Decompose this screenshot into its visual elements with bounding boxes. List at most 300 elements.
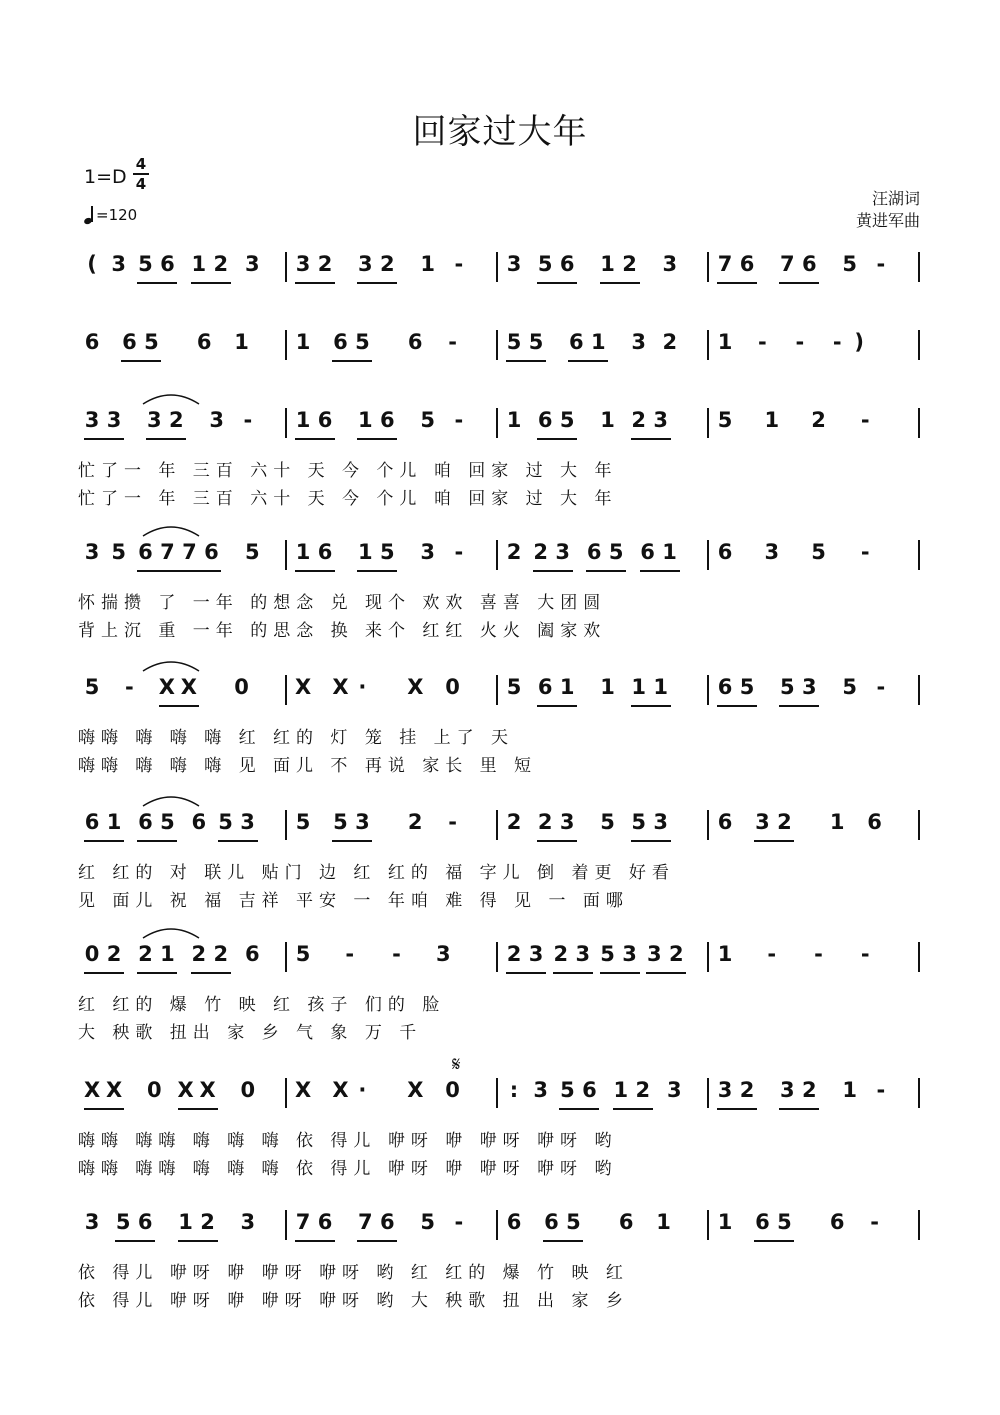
- note: ·: [358, 675, 367, 699]
- bar-line: [285, 540, 287, 570]
- note: 1: [358, 540, 373, 564]
- lyric-line: 大 秧歌 扭出 家 乡 气 象 万 千: [78, 1023, 423, 1043]
- note: 1: [358, 408, 373, 432]
- note: 0: [240, 1078, 256, 1102]
- note: 0: [84, 942, 100, 966]
- slur-mark: [141, 926, 201, 940]
- lyric-line: 忙了一 年 三百 六十 天 今 个儿 咱 回家 过 大 年: [78, 489, 618, 509]
- bar-line: [496, 1210, 498, 1240]
- note: 5: [420, 1210, 435, 1234]
- note: 6: [802, 252, 817, 276]
- notation-line: [0, 252, 1000, 292]
- note: 5: [111, 540, 127, 564]
- note: 6: [582, 1078, 597, 1102]
- note: 6: [191, 810, 207, 834]
- note: 6: [317, 540, 333, 564]
- beam-underline: [779, 1108, 819, 1110]
- note: 6: [506, 1210, 522, 1234]
- note: 3: [666, 1078, 682, 1102]
- beam-underline: [84, 972, 124, 974]
- note: 2: [777, 810, 792, 834]
- bar-line: [707, 330, 709, 360]
- tempo-marking: [84, 206, 137, 224]
- bar-line: [918, 408, 920, 438]
- note: -: [832, 330, 842, 354]
- notation-line: [0, 1210, 1000, 1250]
- notation-line: [0, 330, 1000, 370]
- note: 6: [333, 330, 348, 354]
- note: 2: [191, 942, 207, 966]
- note: X: [180, 675, 197, 699]
- note: 6: [586, 540, 602, 564]
- note: 1: [191, 252, 207, 276]
- note: -: [243, 408, 253, 432]
- note: 3: [358, 252, 373, 276]
- beam-underline: [295, 570, 335, 572]
- beam-underline: [506, 972, 546, 974]
- time-signature: [133, 156, 149, 192]
- note: 2: [506, 810, 522, 834]
- beam-underline: [568, 360, 608, 362]
- note: 6: [755, 1210, 770, 1234]
- note: 5: [295, 942, 311, 966]
- lyric-line: 红 红的 对 联儿 贴门 边 红 红的 福 字儿 倒 着更 好看: [78, 863, 675, 883]
- note: 3: [106, 408, 122, 432]
- note: 1: [160, 942, 175, 966]
- note: 3: [240, 1210, 256, 1234]
- beam-underline: [537, 705, 577, 707]
- note: 2: [553, 942, 569, 966]
- note: 5: [842, 252, 857, 276]
- bar-line: [918, 540, 920, 570]
- beam-underline: [717, 282, 757, 284]
- note: 1: [591, 330, 606, 354]
- note: 0: [147, 1078, 162, 1102]
- note: -: [345, 942, 355, 966]
- note: 6: [537, 408, 553, 432]
- note: 5: [600, 810, 615, 834]
- note: 5: [380, 540, 395, 564]
- bar-line: [918, 942, 920, 972]
- note: 2: [506, 942, 522, 966]
- bar-line: [918, 1210, 920, 1240]
- note: 2: [213, 252, 229, 276]
- note: 3: [662, 252, 678, 276]
- beam-underline: [586, 570, 626, 572]
- note: 2: [631, 408, 646, 432]
- beam-underline: [121, 360, 161, 362]
- note: 3: [755, 810, 770, 834]
- note: 5: [333, 810, 348, 834]
- bar-line: [707, 540, 709, 570]
- note: 3: [555, 540, 571, 564]
- note: 3: [295, 252, 311, 276]
- note: 3: [244, 252, 260, 276]
- note: 6: [569, 330, 584, 354]
- note: -: [454, 408, 464, 432]
- time-signature-bottom: 4: [135, 174, 147, 193]
- note: 6: [160, 252, 175, 276]
- note: X: [158, 675, 175, 699]
- beam-underline: [559, 1108, 599, 1110]
- lyric-line: 背上沉 重 一年 的思念 换 来个 红红 火火 阖家欢: [78, 621, 607, 641]
- note: 5: [506, 330, 522, 354]
- bar-line: [285, 330, 287, 360]
- note: 3: [111, 252, 127, 276]
- note: 5: [528, 330, 544, 354]
- beam-underline: [754, 840, 794, 842]
- beam-underline: [537, 438, 577, 440]
- note: 1: [631, 675, 646, 699]
- note: 6: [84, 330, 100, 354]
- note: 5: [355, 330, 370, 354]
- note: 2: [380, 252, 395, 276]
- note: -: [876, 252, 886, 276]
- note: X: [177, 1078, 194, 1102]
- beam-underline: [357, 282, 397, 284]
- note: 3: [533, 1078, 549, 1102]
- beam-underline: [191, 282, 231, 284]
- note: 6: [122, 330, 137, 354]
- beam-underline: [754, 1240, 794, 1242]
- note: 3: [528, 942, 544, 966]
- note: 5: [811, 540, 826, 564]
- note: 6: [640, 540, 655, 564]
- note: 1: [600, 675, 615, 699]
- note: 2: [668, 942, 684, 966]
- note: 5: [717, 408, 733, 432]
- note: 3: [802, 675, 817, 699]
- note: 1: [559, 675, 575, 699]
- note: 1: [420, 252, 435, 276]
- note: 7: [160, 540, 175, 564]
- note: 2: [635, 1078, 651, 1102]
- note: 3: [84, 1210, 100, 1234]
- lyric-line: 嗨嗨 嗨嗨 嗨 嗨 嗨 依 得儿 咿呀 咿 咿呀 咿呀 哟: [78, 1159, 618, 1179]
- note: -: [876, 1078, 886, 1102]
- note: 2: [537, 810, 553, 834]
- beam-underline: [84, 1108, 124, 1110]
- note: 7: [295, 1210, 311, 1234]
- note: 3: [653, 810, 668, 834]
- note: X: [407, 1078, 424, 1102]
- beam-underline: [533, 570, 573, 572]
- note: 6: [407, 330, 423, 354]
- note: -: [795, 330, 805, 354]
- note: 3: [717, 1078, 733, 1102]
- beam-underline: [191, 972, 231, 974]
- beam-underline: [178, 1240, 218, 1242]
- lyric-line: 怀揣攒 了 一年 的想念 兑 现个 欢欢 喜喜 大团圆: [78, 593, 607, 613]
- note: 5: [244, 540, 260, 564]
- segno-mark: 𝄋: [452, 1052, 461, 1076]
- beam-underline: [631, 438, 671, 440]
- note: 1: [295, 408, 311, 432]
- note: 2: [739, 1078, 755, 1102]
- note: (: [87, 252, 97, 276]
- note: 6: [138, 810, 153, 834]
- note: 5: [295, 810, 311, 834]
- beam-underline: [146, 438, 186, 440]
- song-title: 回家过大年: [412, 112, 588, 152]
- note: 5: [218, 810, 233, 834]
- note: 2: [200, 1210, 215, 1234]
- note: 6: [618, 1210, 634, 1234]
- note: 2: [533, 540, 549, 564]
- beam-underline: [631, 705, 671, 707]
- bar-line: [918, 1078, 920, 1108]
- note: -: [454, 540, 464, 564]
- note: 1: [717, 942, 733, 966]
- note: 6: [559, 252, 575, 276]
- note: 1: [842, 1078, 857, 1102]
- note: 1: [506, 408, 522, 432]
- lyric-line: 红 红的 爆 竹 映 红 孩子 们的 脸: [78, 995, 446, 1015]
- beam-underline: [543, 1240, 583, 1242]
- note: 2: [169, 408, 184, 432]
- note: 6: [537, 675, 553, 699]
- bar-line: [496, 408, 498, 438]
- bar-line: [496, 540, 498, 570]
- credits: [856, 188, 920, 232]
- tempo-value: =120: [96, 206, 138, 224]
- note: 1: [295, 330, 311, 354]
- slur-mark: [141, 524, 201, 538]
- note: 6: [380, 1210, 395, 1234]
- note: 5: [631, 810, 646, 834]
- note: 5: [420, 408, 435, 432]
- beam-underline: [115, 1240, 155, 1242]
- note: 5: [115, 1210, 131, 1234]
- note: 1: [764, 408, 780, 432]
- beam-underline: [553, 972, 593, 974]
- beam-underline: [84, 840, 124, 842]
- composer-credit: 黄进军曲: [855, 211, 920, 230]
- note: 7: [358, 1210, 373, 1234]
- beam-underline: [357, 570, 397, 572]
- bar-line: [496, 942, 498, 972]
- note: -: [454, 1210, 464, 1234]
- note: -: [870, 1210, 879, 1234]
- note: 3: [240, 810, 255, 834]
- beam-underline: [137, 570, 221, 572]
- lyricist-credit: 汪湖词: [871, 189, 920, 208]
- note: 6: [717, 675, 733, 699]
- lyric-line: 嗨嗨 嗨 嗨 嗨 见 面儿 不 再说 家长 里 短: [78, 756, 538, 776]
- note: -: [767, 942, 777, 966]
- note: 6: [84, 810, 100, 834]
- slur-mark: [141, 392, 201, 406]
- note: 6: [544, 1210, 559, 1234]
- lyric-line: 依 得儿 咿呀 咿 咿呀 咿呀 哟 大 秧歌 扭 出 家 乡: [78, 1291, 629, 1311]
- key-signature: 1=D: [84, 166, 127, 188]
- note: 6: [138, 540, 153, 564]
- beam-underline: [717, 705, 757, 707]
- note: -: [448, 810, 457, 834]
- note: 5: [537, 252, 553, 276]
- note: X: [407, 675, 424, 699]
- note: 2: [106, 942, 122, 966]
- bar-line: [707, 1210, 709, 1240]
- note: 5: [144, 330, 159, 354]
- note: 2: [138, 942, 153, 966]
- bar-line: [496, 330, 498, 360]
- note: 2: [317, 252, 333, 276]
- beam-underline: [646, 972, 686, 974]
- beam-underline: [537, 840, 577, 842]
- note: 1: [653, 675, 668, 699]
- note: 3: [355, 810, 370, 834]
- note: 1: [295, 540, 311, 564]
- note: 5: [506, 675, 522, 699]
- note: 6: [196, 330, 212, 354]
- note: 1: [234, 330, 249, 354]
- lyric-line: 嗨嗨 嗨 嗨 嗨 红 红的 灯 笼 挂 上了 天: [78, 728, 515, 748]
- bar-line: [285, 1078, 287, 1108]
- bar-line: [285, 1210, 287, 1240]
- note: 0: [445, 1078, 460, 1102]
- note: 6: [317, 1210, 333, 1234]
- bar-line: [285, 252, 287, 282]
- bar-line: [285, 675, 287, 705]
- note: -: [758, 330, 767, 354]
- beam-underline: [717, 1108, 757, 1110]
- beam-underline: [631, 840, 671, 842]
- note: 0: [234, 675, 249, 699]
- note: -: [860, 540, 870, 564]
- note: 5: [560, 1078, 575, 1102]
- bar-line: [707, 408, 709, 438]
- lyric-line: 忙了一 年 三百 六十 天 今 个儿 咱 回家 过 大 年: [78, 461, 618, 481]
- note: 5: [608, 540, 624, 564]
- note: 5: [84, 675, 100, 699]
- note: 7: [182, 540, 197, 564]
- note: ·: [358, 1078, 367, 1102]
- note: X: [332, 675, 349, 699]
- note: 6: [380, 408, 395, 432]
- beam-underline: [84, 438, 124, 440]
- notation-line: [0, 408, 1000, 448]
- note: 2: [811, 408, 826, 432]
- note: 2: [662, 330, 678, 354]
- notation-line: [0, 540, 1000, 580]
- note: 6: [867, 810, 882, 834]
- note: 5: [739, 675, 755, 699]
- beam-underline: [332, 840, 372, 842]
- note: 2: [622, 252, 637, 276]
- lyric-line: 嗨嗨 嗨嗨 嗨 嗨 嗨 依 得儿 咿呀 咿 咿呀 咿呀 哟: [78, 1131, 618, 1151]
- note: 1: [106, 810, 122, 834]
- bar-line: [918, 252, 920, 282]
- note: X: [106, 1078, 123, 1102]
- beam-underline: [159, 705, 199, 707]
- note: 6: [739, 252, 755, 276]
- note: 7: [780, 252, 795, 276]
- note: 1: [656, 1210, 671, 1234]
- note: 6: [317, 408, 333, 432]
- bar-line: [918, 810, 920, 840]
- notation-line: [0, 1078, 1000, 1118]
- note: 3: [506, 252, 522, 276]
- beam-underline: [779, 282, 819, 284]
- lyric-line: 见 面儿 祝 福 吉祥 平安 一 年咱 难 得 见 一 面哪: [78, 891, 629, 911]
- note: 6: [717, 540, 733, 564]
- note: X: [295, 675, 312, 699]
- note: 1: [600, 408, 615, 432]
- note: 5: [566, 1210, 581, 1234]
- note: X: [84, 1078, 101, 1102]
- note: 5: [559, 408, 575, 432]
- notation-line: [0, 810, 1000, 850]
- note: -: [860, 408, 870, 432]
- note: 2: [802, 1078, 817, 1102]
- bar-line: [707, 942, 709, 972]
- beam-underline: [218, 840, 258, 842]
- bar-line: [707, 1078, 709, 1108]
- note: 3: [653, 408, 668, 432]
- note: 1: [613, 1078, 629, 1102]
- note: -: [876, 675, 886, 699]
- note: X: [295, 1078, 312, 1102]
- time-signature-top: 4: [135, 155, 147, 173]
- note: 7: [717, 252, 733, 276]
- note: 3: [84, 408, 100, 432]
- beam-underline: [357, 438, 397, 440]
- note: :: [509, 1078, 519, 1102]
- note: -: [860, 942, 870, 966]
- note: 6: [829, 1210, 845, 1234]
- note: 1: [662, 540, 677, 564]
- note: 5: [780, 675, 795, 699]
- note: 5: [600, 942, 615, 966]
- note: 3: [631, 330, 646, 354]
- bar-line: [496, 1078, 498, 1108]
- bar-line: [918, 675, 920, 705]
- note: 3: [420, 540, 435, 564]
- note: 3: [764, 540, 780, 564]
- bar-line: [707, 252, 709, 282]
- note: X: [199, 1078, 216, 1102]
- note: 2: [213, 942, 229, 966]
- slur-mark: [141, 794, 201, 808]
- note: 3: [575, 942, 591, 966]
- note: 5: [160, 810, 175, 834]
- note: 6: [204, 540, 219, 564]
- note: 6: [717, 810, 733, 834]
- note: 3: [147, 408, 162, 432]
- note: ): [854, 330, 864, 354]
- beam-underline: [137, 972, 177, 974]
- bar-line: [496, 810, 498, 840]
- note: -: [454, 252, 464, 276]
- quarter-note-icon: [84, 206, 94, 224]
- note: 2: [407, 810, 423, 834]
- note: X: [332, 1078, 349, 1102]
- bar-line: [285, 942, 287, 972]
- note: 1: [600, 252, 615, 276]
- note: 6: [137, 1210, 153, 1234]
- note: -: [392, 942, 401, 966]
- note: 1: [717, 330, 733, 354]
- note: 0: [445, 675, 460, 699]
- note: -: [814, 942, 823, 966]
- beam-underline: [137, 840, 177, 842]
- beam-underline: [600, 282, 640, 284]
- beam-underline: [295, 282, 335, 284]
- note: 3: [559, 810, 575, 834]
- beam-underline: [332, 360, 372, 362]
- note: 6: [244, 942, 260, 966]
